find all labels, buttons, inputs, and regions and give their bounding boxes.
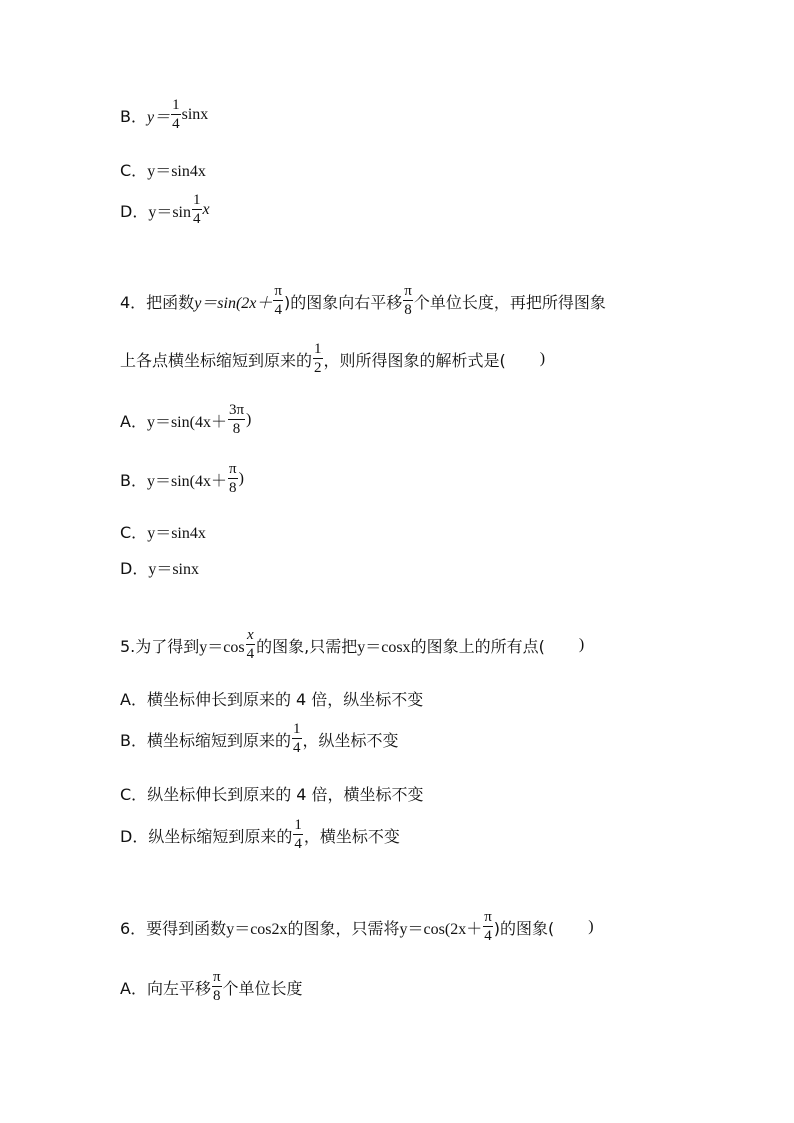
fraction: [403, 284, 413, 318]
denominator: 8: [229, 480, 237, 496]
question-text: 个单位长度，再把所得图象: [413, 292, 606, 312]
denominator: 4: [172, 116, 180, 132]
option-label: B．: [120, 106, 147, 126]
question-text: ，则所得图象的解析式是(: [323, 350, 506, 370]
numerator: π: [274, 283, 282, 299]
q4-option-c: [120, 520, 206, 543]
q5-option-c: [120, 782, 424, 805]
q4-option-a: [120, 403, 251, 437]
expr-prefix: y＝sin(4x＋: [146, 413, 227, 431]
expr-prefix: y＝: [146, 108, 171, 126]
q4-stem-line1: [120, 284, 606, 318]
expr-suffix: x: [202, 201, 210, 218]
expr-prefix: y＝sin: [148, 203, 192, 221]
q5-option-a: [120, 687, 423, 710]
denominator: 8: [232, 421, 241, 437]
denominator: 4: [294, 836, 302, 852]
question-text: 的图象,只需把: [256, 636, 358, 656]
option-text: 向左平移: [146, 978, 211, 998]
fraction: [273, 284, 283, 318]
denominator: 4: [484, 928, 492, 944]
q6-stem: [120, 910, 594, 944]
denominator: 8: [404, 302, 412, 318]
fraction: [228, 403, 245, 437]
expr-suffix: sinx: [181, 106, 209, 123]
option-label: C．: [120, 523, 148, 542]
close-paren: ): [578, 636, 585, 653]
q3-option-d: [120, 193, 210, 227]
question-text: 的图象上的所有点(: [410, 636, 545, 656]
fraction: [228, 462, 238, 496]
option-label: D．: [120, 201, 149, 221]
function-expr: y＝cos(2x＋: [399, 920, 483, 938]
expr: y＝sin4x: [147, 525, 206, 542]
q5-stem: [120, 628, 584, 662]
option-label: C．: [120, 785, 148, 804]
expr: y＝sin4x: [147, 163, 206, 180]
fraction: [483, 910, 493, 944]
option-text: 纵坐标伸长到原来的 4 倍，横坐标不变: [147, 785, 424, 804]
function-expr: y＝cos2x: [226, 920, 288, 938]
denominator: 4: [246, 646, 255, 662]
option-text: ，横坐标不变: [303, 826, 400, 846]
close-paren: ): [588, 918, 594, 935]
numerator: 1: [172, 97, 180, 113]
fraction: [192, 193, 202, 227]
option-text: 横坐标伸长到原来的 4 倍，纵坐标不变: [146, 690, 424, 709]
expr-suffix: ): [238, 470, 244, 487]
fraction: [212, 970, 222, 1004]
option-text: 个单位长度: [222, 978, 303, 998]
close-paren: ): [539, 350, 546, 367]
question-text: 5.为了得到: [120, 636, 200, 656]
numerator: π: [484, 909, 492, 925]
numerator: 1: [294, 817, 302, 833]
fraction: [246, 628, 256, 662]
question-text: )的图象向右平移: [283, 292, 403, 312]
expr-prefix: y＝sin(4x＋: [146, 472, 227, 490]
q4-option-d: [120, 556, 199, 579]
q4-option-b: [120, 462, 244, 496]
option-label: B．: [120, 470, 147, 490]
option-text: 纵坐标缩短到原来的: [148, 826, 293, 846]
function-expr: y＝sin(2x＋: [194, 294, 273, 312]
question-text: )的图象(: [493, 918, 555, 938]
expr-suffix: ): [246, 411, 252, 428]
numerator: 3π: [228, 402, 245, 418]
option-text: ，纵坐标不变: [302, 730, 399, 750]
q5-option-b: [120, 722, 399, 756]
fraction: [171, 98, 181, 132]
denominator: 2: [314, 360, 322, 376]
function-expr: y＝cos: [199, 638, 245, 656]
fraction: [313, 342, 323, 376]
denominator: 8: [213, 988, 221, 1004]
numerator: π: [404, 283, 412, 299]
denominator: 4: [193, 211, 201, 227]
function-expr: y＝cosx: [357, 638, 411, 656]
question-text: 4．把函数: [120, 292, 195, 312]
q3-option-b: [120, 98, 208, 132]
option-label: C．: [120, 161, 148, 180]
denominator: 4: [293, 740, 301, 756]
option-label: D．: [120, 826, 149, 846]
q5-option-d: [120, 818, 400, 852]
question-text: 上各点横坐标缩短到原来的: [120, 350, 313, 370]
q6-option-a: [120, 970, 303, 1004]
q3-option-c: [120, 158, 206, 181]
denominator: 4: [274, 302, 282, 318]
expr: y＝sinx: [148, 561, 200, 578]
option-text: 横坐标缩短到原来的: [146, 730, 291, 750]
q4-stem-line2: [120, 342, 545, 376]
numerator: 1: [293, 721, 301, 737]
option-label: A．: [120, 978, 147, 998]
option-label: A．: [120, 690, 147, 709]
numerator: 1: [193, 192, 201, 208]
numerator: π: [212, 969, 221, 985]
option-label: D．: [120, 559, 149, 578]
numerator: x: [247, 627, 254, 643]
question-text: 的图象，只需将: [287, 918, 400, 938]
question-text: 6．要得到函数: [120, 918, 227, 938]
option-label: B．: [120, 730, 147, 750]
numerator: 1: [314, 341, 322, 357]
fraction: [292, 722, 302, 756]
fraction: [293, 818, 303, 852]
numerator: π: [229, 461, 237, 477]
option-label: A．: [120, 411, 147, 431]
